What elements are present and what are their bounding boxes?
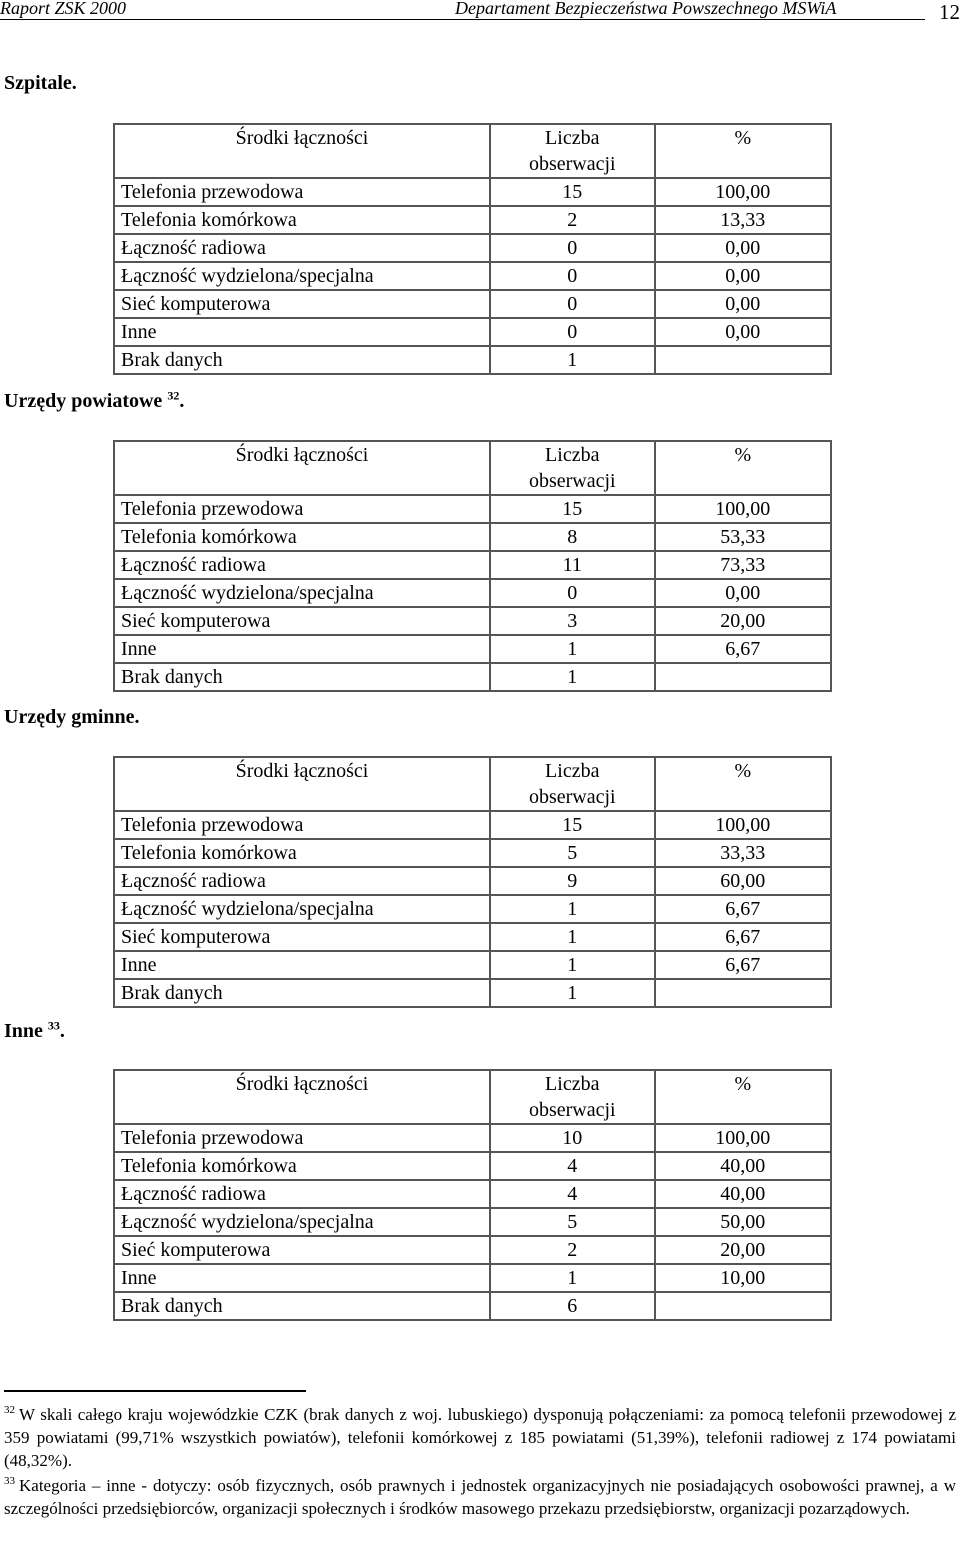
header-col-means: Środki łączności: [114, 124, 490, 178]
section-heading-urzedy-powiatowe: Urzędy powiatowe $^{32}$.: [4, 388, 185, 412]
footnote-ref: 33: [47, 1018, 60, 1033]
header-rule: [0, 19, 925, 20]
header-col-means: Środki łączności: [114, 757, 490, 811]
table-row: Telefonia komórkowa 5 33,33: [114, 839, 831, 867]
table-row: Łączność radiowa 4 40,00: [114, 1180, 831, 1208]
table-row: Telefonia komórkowa 8 53,33: [114, 523, 831, 551]
table-row: Brak danych 1: [114, 979, 831, 1007]
header-col-percent: %: [655, 1070, 831, 1124]
header-col-count: Liczba obserwacji: [490, 757, 655, 811]
table-row: Łączność wydzielona/specjalna 5 50,00: [114, 1208, 831, 1236]
footnote-32: $^{32}$ W skali całego kraju wojewódzkie CZK (brak danych z woj. lubuskiego) dysponują połączeniami: za pomocą telefonii przewodowej z 359 powiatami (99,71% wszystkich powiatów), telefonii komórkowej z 185 powiatami (51,39%), telefonii radiowej z 174 powiatami (48,32%).: [4, 1404, 956, 1470]
table-row: Sieć komputerowa 1 6,67: [114, 923, 831, 951]
header-col-percent: %: [655, 124, 831, 178]
table-row: Sieć komputerowa 2 20,00: [114, 1236, 831, 1264]
table-row: Telefonia komórkowa 4 40,00: [114, 1152, 831, 1180]
header-col-count: Liczba obserwacji: [490, 124, 655, 178]
footnote-33: $^{33}$ Kategoria – inne - dotyczy: osób fizycznych, osób prawnych i jednostek organizacyjnych nie posiadających osobowości prawnej, a w szczególności przedsiębiorców, organizacji społecznych i środków masowego przekazu przedsiębiorstw, organizacji pozarządowych.: [4, 1475, 956, 1518]
header-col-percent: %: [655, 441, 831, 495]
table-row: Łączność radiowa 11 73,33: [114, 551, 831, 579]
page-number: 12: [939, 0, 960, 24]
table-inne: [113, 1069, 832, 1321]
footnote-ref: 32: [167, 388, 180, 403]
table-urzedy-powiatowe: [113, 440, 832, 692]
table-row: Sieć komputerowa 0 0,00: [114, 290, 831, 318]
header-col-percent: %: [655, 757, 831, 811]
table-row: Brak danych 1: [114, 663, 831, 691]
table-row: Telefonia przewodowa 15 100,00: [114, 178, 831, 206]
table-row: Łączność wydzielona/specjalna 0 0,00: [114, 579, 831, 607]
page-header: [0, 0, 960, 22]
header-col-means: Środki łączności: [114, 1070, 490, 1124]
section-heading-urzedy-gminne: Urzędy gminne.: [4, 706, 140, 728]
table-row: Telefonia komórkowa 2 13,33: [114, 206, 831, 234]
table-row: Brak danych 1: [114, 346, 831, 374]
footnote-separator: [4, 1390, 306, 1392]
table-row: Telefonia przewodowa 10 100,00: [114, 1124, 831, 1152]
department-name: Departament Bezpieczeństwa Powszechnego MSWiA: [455, 0, 837, 18]
report-title: Raport ZSK 2000: [0, 0, 127, 18]
header-col-count: Liczba obserwacji: [490, 441, 655, 495]
table-row: Inne 1 6,67: [114, 951, 831, 979]
section-heading-inne: Inne $^{33}$.: [4, 1018, 65, 1042]
header-col-means: Środki łączności: [114, 441, 490, 495]
table-row: Inne 0 0,00: [114, 318, 831, 346]
table-row: Brak danych 6: [114, 1292, 831, 1320]
table-row: Łączność wydzielona/specjalna 0 0,00: [114, 262, 831, 290]
table-szpitale: [113, 123, 832, 375]
header-col-count: Liczba obserwacji: [490, 1070, 655, 1124]
table-urzedy-gminne: [113, 756, 832, 1008]
table-row: Łączność radiowa 0 0,00: [114, 234, 831, 262]
table-row: Inne 1 6,67: [114, 635, 831, 663]
table-row: Telefonia przewodowa 15 100,00: [114, 811, 831, 839]
table-row: Łączność radiowa 9 60,00: [114, 867, 831, 895]
table-row: Telefonia przewodowa 15 100,00: [114, 495, 831, 523]
table-row: Sieć komputerowa 3 20,00: [114, 607, 831, 635]
section-heading-szpitale: Szpitale.: [4, 72, 77, 94]
table-row: Łączność wydzielona/specjalna 1 6,67: [114, 895, 831, 923]
table-row: Inne 1 10,00: [114, 1264, 831, 1292]
